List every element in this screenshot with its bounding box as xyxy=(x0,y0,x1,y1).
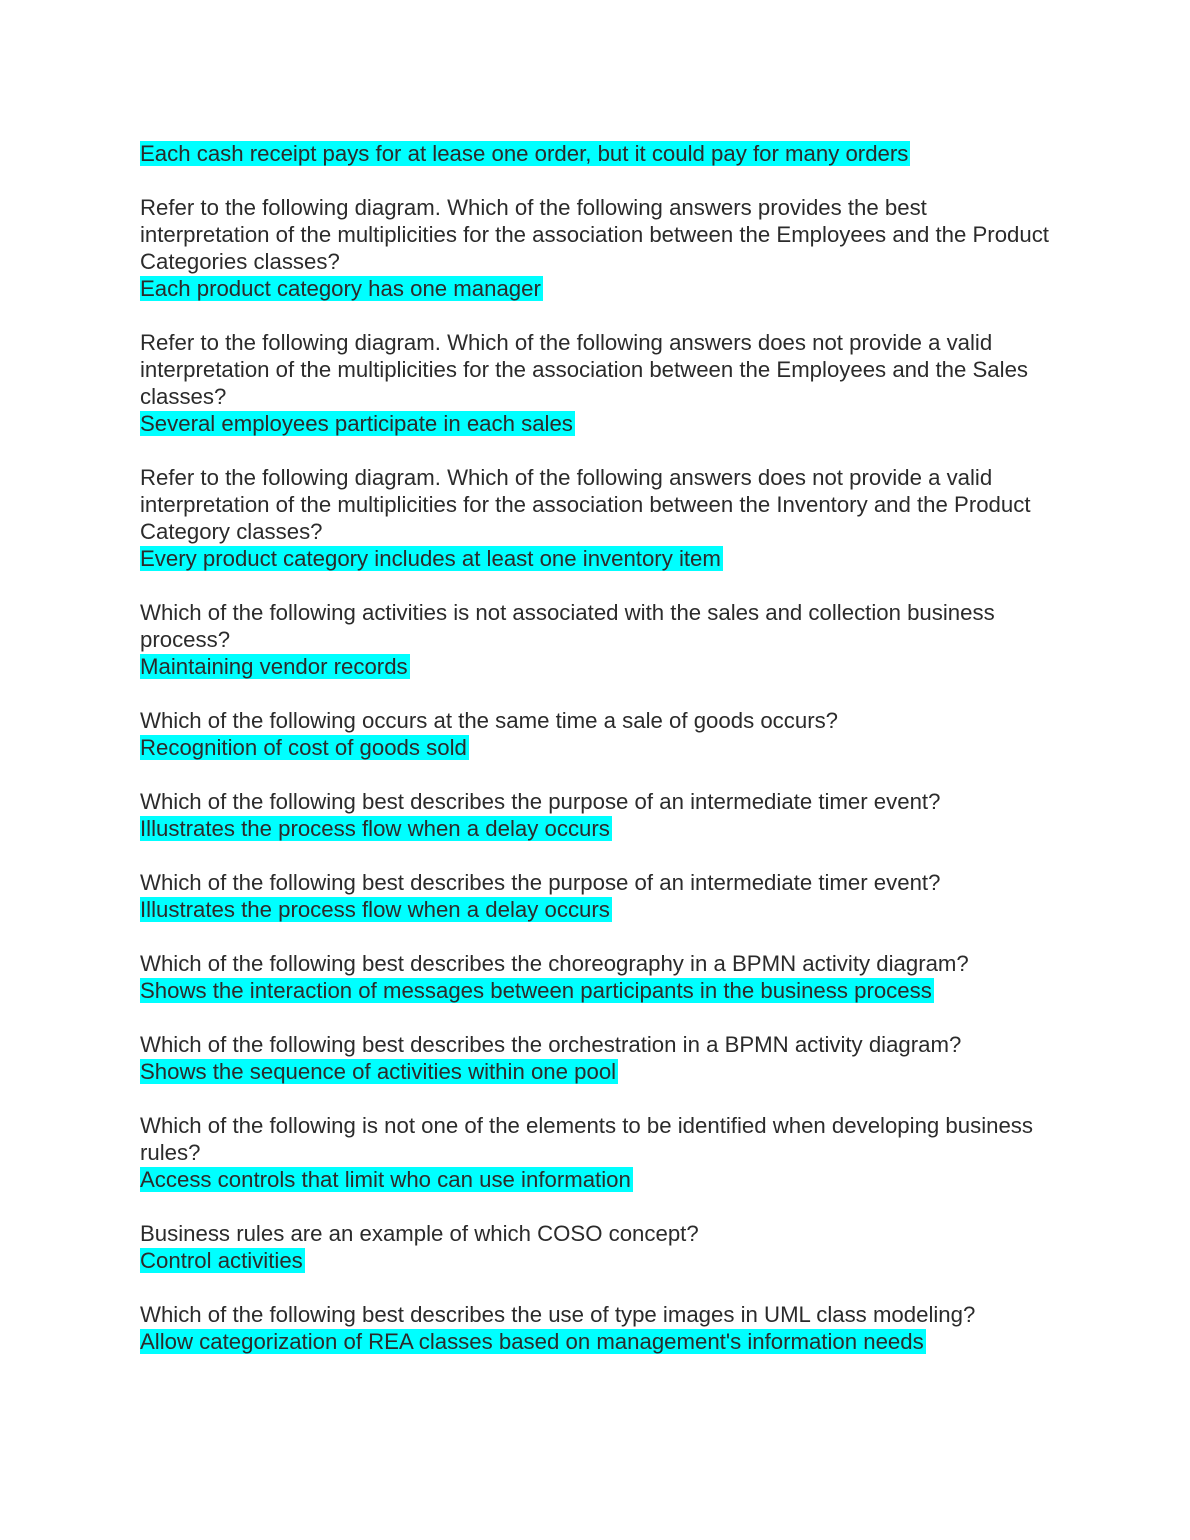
qa-item xyxy=(140,599,1060,680)
question-text: Which of the following is not one of the elements to be identified when developing business rules? xyxy=(140,1113,1033,1165)
answer-highlight: Control activities xyxy=(140,1248,303,1273)
question-text: Which of the following activities is not associated with the sales and collection business process? xyxy=(140,600,995,652)
question-text: Which of the following best describes the orchestration in a BPMN activity diagram? xyxy=(140,1032,962,1057)
question-text: Which of the following occurs at the same time a sale of goods occurs? xyxy=(140,708,839,733)
question-text: Refer to the following diagram. Which of the following answers provides the best interpretation of the multiplicities for the association between the Employees and the Product Categories classes? xyxy=(140,195,1049,274)
answer-highlight: Every product category includes at least one inventory item xyxy=(140,546,721,571)
qa-item xyxy=(140,1301,1060,1355)
question-text: Which of the following best describes the purpose of an intermediate timer event? xyxy=(140,870,941,895)
qa-item xyxy=(140,329,1060,437)
answer-highlight: Each cash receipt pays for at lease one order, but it could pay for many orders xyxy=(140,141,909,166)
qa-item xyxy=(140,1220,1060,1274)
qa-item xyxy=(140,194,1060,302)
qa-item xyxy=(140,869,1060,923)
qa-item xyxy=(140,464,1060,572)
qa-item xyxy=(140,788,1060,842)
question-text: Which of the following best describes the choreography in a BPMN activity diagram? xyxy=(140,951,969,976)
answer-highlight: Illustrates the process flow when a delay occurs xyxy=(140,816,610,841)
answer-highlight: Shows the interaction of messages between participants in the business process xyxy=(140,978,932,1003)
question-text: Refer to the following diagram. Which of the following answers does not provide a valid interpretation of the multiplicities for the association between the Inventory and the Product Category classes? xyxy=(140,465,1031,544)
answer-highlight: Allow categorization of REA classes based on management's information needs xyxy=(140,1329,924,1354)
question-text: Which of the following best describes the use of type images in UML class modeling? xyxy=(140,1302,976,1327)
qa-item xyxy=(140,140,1060,167)
qa-item xyxy=(140,950,1060,1004)
question-text: Refer to the following diagram. Which of the following answers does not provide a valid interpretation of the multiplicities for the association between the Employees and the Sales classes? xyxy=(140,330,1029,409)
answer-highlight: Several employees participate in each sales xyxy=(140,411,573,436)
question-text: Business rules are an example of which COSO concept? xyxy=(140,1221,699,1246)
answer-highlight: Access controls that limit who can use information xyxy=(140,1167,631,1192)
qa-item xyxy=(140,1031,1060,1085)
qa-item xyxy=(140,707,1060,761)
answer-highlight: Each product category has one manager xyxy=(140,276,541,301)
answer-highlight: Illustrates the process flow when a delay occurs xyxy=(140,897,610,922)
document-page xyxy=(140,140,1060,1355)
answer-highlight: Recognition of cost of goods sold xyxy=(140,735,467,760)
answer-highlight: Maintaining vendor records xyxy=(140,654,408,679)
answer-highlight: Shows the sequence of activities within one pool xyxy=(140,1059,617,1084)
question-text: Which of the following best describes the purpose of an intermediate timer event? xyxy=(140,789,941,814)
qa-item xyxy=(140,1112,1060,1193)
